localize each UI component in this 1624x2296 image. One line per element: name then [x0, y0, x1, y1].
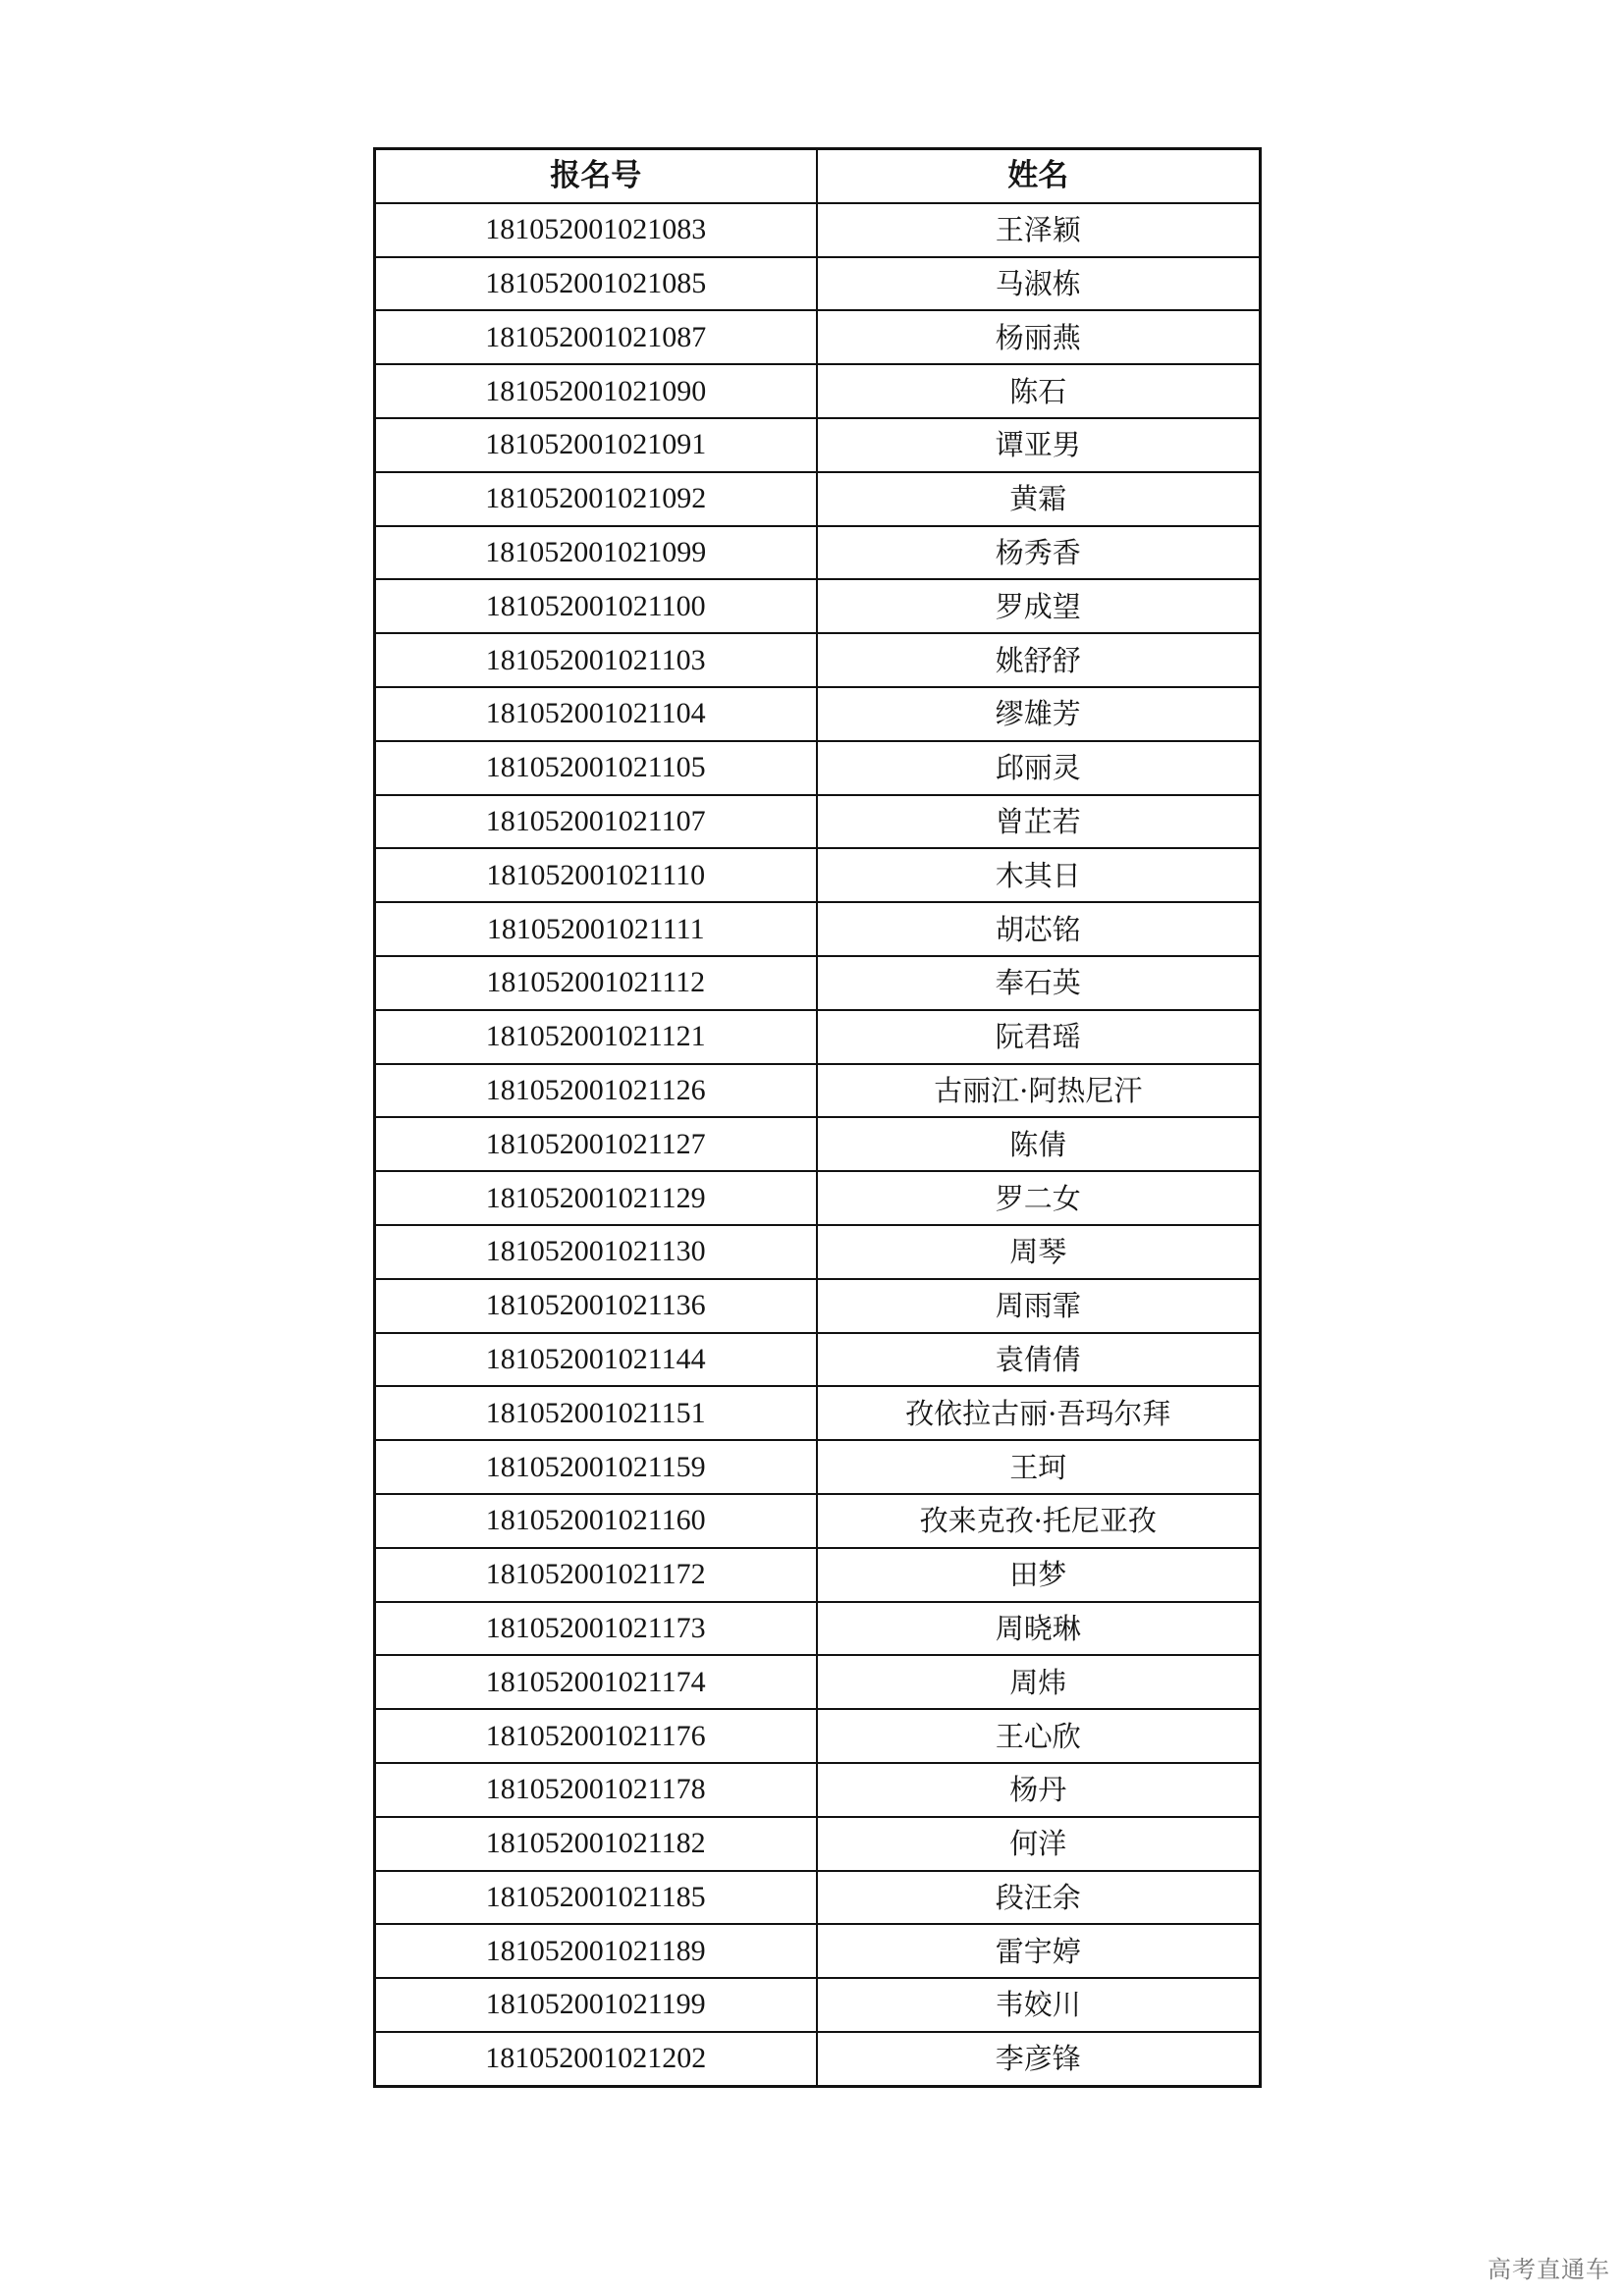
table-row: [375, 1602, 1261, 1656]
registration-number-cell: 181052001021160: [375, 1494, 817, 1548]
table-row: [375, 902, 1261, 956]
table-row: [375, 1978, 1261, 2032]
registration-number-cell: 181052001021182: [375, 1817, 817, 1871]
table-row: [375, 2032, 1261, 2086]
table-row: [375, 1817, 1261, 1871]
registration-number-cell: 181052001021085: [375, 257, 817, 311]
name-cell: 袁倩倩: [817, 1333, 1261, 1387]
registration-number-cell: 181052001021151: [375, 1386, 817, 1440]
name-cell: 黄霜: [817, 472, 1261, 526]
table-row: [375, 310, 1261, 364]
name-cell: 孜来克孜·托尼亚孜: [817, 1494, 1261, 1548]
name-cell: 韦姣川: [817, 1978, 1261, 2032]
name-cell: 古丽江·阿热尼汗: [817, 1064, 1261, 1118]
table-row: [375, 1225, 1261, 1279]
table-row: [375, 848, 1261, 902]
table-row: [375, 1279, 1261, 1333]
table-row: [375, 526, 1261, 580]
name-cell: 周炜: [817, 1655, 1261, 1709]
registration-number-cell: 181052001021091: [375, 418, 817, 472]
table-row: [375, 1440, 1261, 1494]
name-cell: 杨秀香: [817, 526, 1261, 580]
name-cell: 周晓琳: [817, 1602, 1261, 1656]
table-row: [375, 1655, 1261, 1709]
registration-number-cell: 181052001021159: [375, 1440, 817, 1494]
table-row: [375, 1871, 1261, 1925]
table-row: [375, 1548, 1261, 1602]
table-row: [375, 1333, 1261, 1387]
registration-number-cell: 181052001021110: [375, 848, 817, 902]
name-cell: 奉石英: [817, 956, 1261, 1010]
name-cell: 雷宇婷: [817, 1924, 1261, 1978]
name-cell: 罗成望: [817, 579, 1261, 633]
name-cell: 陈石: [817, 364, 1261, 418]
name-cell: 邱丽灵: [817, 741, 1261, 795]
name-cell: 木其日: [817, 848, 1261, 902]
table-row: [375, 956, 1261, 1010]
table-row: [375, 579, 1261, 633]
table-row: [375, 364, 1261, 418]
name-cell: 段汪余: [817, 1871, 1261, 1925]
registration-number-cell: 181052001021129: [375, 1171, 817, 1225]
header-registration-number: 报名号: [375, 149, 817, 203]
registration-number-cell: 181052001021136: [375, 1279, 817, 1333]
registration-table: [373, 147, 1262, 2088]
header-row: [375, 149, 1261, 203]
name-cell: 杨丽燕: [817, 310, 1261, 364]
name-cell: 陈倩: [817, 1117, 1261, 1171]
registration-number-cell: 181052001021121: [375, 1010, 817, 1064]
table-row: [375, 1171, 1261, 1225]
registration-number-cell: 181052001021112: [375, 956, 817, 1010]
name-cell: 周琴: [817, 1225, 1261, 1279]
registration-number-cell: 181052001021172: [375, 1548, 817, 1602]
registration-number-cell: 181052001021100: [375, 579, 817, 633]
table-row: [375, 1494, 1261, 1548]
table-row: [375, 203, 1261, 257]
registration-number-cell: 181052001021185: [375, 1871, 817, 1925]
name-cell: 王心欣: [817, 1709, 1261, 1763]
name-cell: 马淑栋: [817, 257, 1261, 311]
table-row: [375, 795, 1261, 849]
registration-number-cell: 181052001021099: [375, 526, 817, 580]
registration-number-cell: 181052001021107: [375, 795, 817, 849]
table-header: [375, 149, 1261, 203]
registration-number-cell: 181052001021127: [375, 1117, 817, 1171]
name-cell: 田梦: [817, 1548, 1261, 1602]
table-row: [375, 1117, 1261, 1171]
registration-number-cell: 181052001021103: [375, 633, 817, 687]
table-row: [375, 1924, 1261, 1978]
table-row: [375, 1763, 1261, 1817]
table-row: [375, 741, 1261, 795]
table-row: [375, 633, 1261, 687]
registration-number-cell: 181052001021126: [375, 1064, 817, 1118]
registration-number-cell: 181052001021178: [375, 1763, 817, 1817]
table-row: [375, 418, 1261, 472]
registration-number-cell: 181052001021111: [375, 902, 817, 956]
name-cell: 周雨霏: [817, 1279, 1261, 1333]
name-cell: 曾芷若: [817, 795, 1261, 849]
name-cell: 缪雄芳: [817, 687, 1261, 741]
registration-number-cell: 181052001021090: [375, 364, 817, 418]
registration-number-cell: 181052001021092: [375, 472, 817, 526]
registration-number-cell: 181052001021176: [375, 1709, 817, 1763]
name-cell: 杨丹: [817, 1763, 1261, 1817]
name-cell: 谭亚男: [817, 418, 1261, 472]
registration-number-cell: 181052001021130: [375, 1225, 817, 1279]
registration-number-cell: 181052001021087: [375, 310, 817, 364]
registration-number-cell: 181052001021174: [375, 1655, 817, 1709]
registration-number-cell: 181052001021104: [375, 687, 817, 741]
name-cell: 王珂: [817, 1440, 1261, 1494]
table-row: [375, 472, 1261, 526]
name-cell: 王泽颖: [817, 203, 1261, 257]
table-row: [375, 1709, 1261, 1763]
registration-number-cell: 181052001021173: [375, 1602, 817, 1656]
header-name: 姓名: [817, 149, 1261, 203]
registration-number-cell: 181052001021202: [375, 2032, 817, 2086]
name-cell: 孜依拉古丽·吾玛尔拜: [817, 1386, 1261, 1440]
table-row: [375, 1064, 1261, 1118]
table-row: [375, 1386, 1261, 1440]
table-row: [375, 687, 1261, 741]
name-cell: 阮君瑶: [817, 1010, 1261, 1064]
table-row: [375, 1010, 1261, 1064]
registration-number-cell: 181052001021189: [375, 1924, 817, 1978]
name-cell: 李彦锋: [817, 2032, 1261, 2086]
site-watermark: 高考直通车: [1488, 2256, 1610, 2283]
name-cell: 姚舒舒: [817, 633, 1261, 687]
registration-number-cell: 181052001021105: [375, 741, 817, 795]
name-cell: 胡芯铭: [817, 902, 1261, 956]
registration-number-cell: 181052001021199: [375, 1978, 817, 2032]
registration-number-cell: 181052001021083: [375, 203, 817, 257]
registration-number-cell: 181052001021144: [375, 1333, 817, 1387]
table-body: [375, 203, 1261, 2086]
name-cell: 何洋: [817, 1817, 1261, 1871]
name-cell: 罗二女: [817, 1171, 1261, 1225]
table-row: [375, 257, 1261, 311]
